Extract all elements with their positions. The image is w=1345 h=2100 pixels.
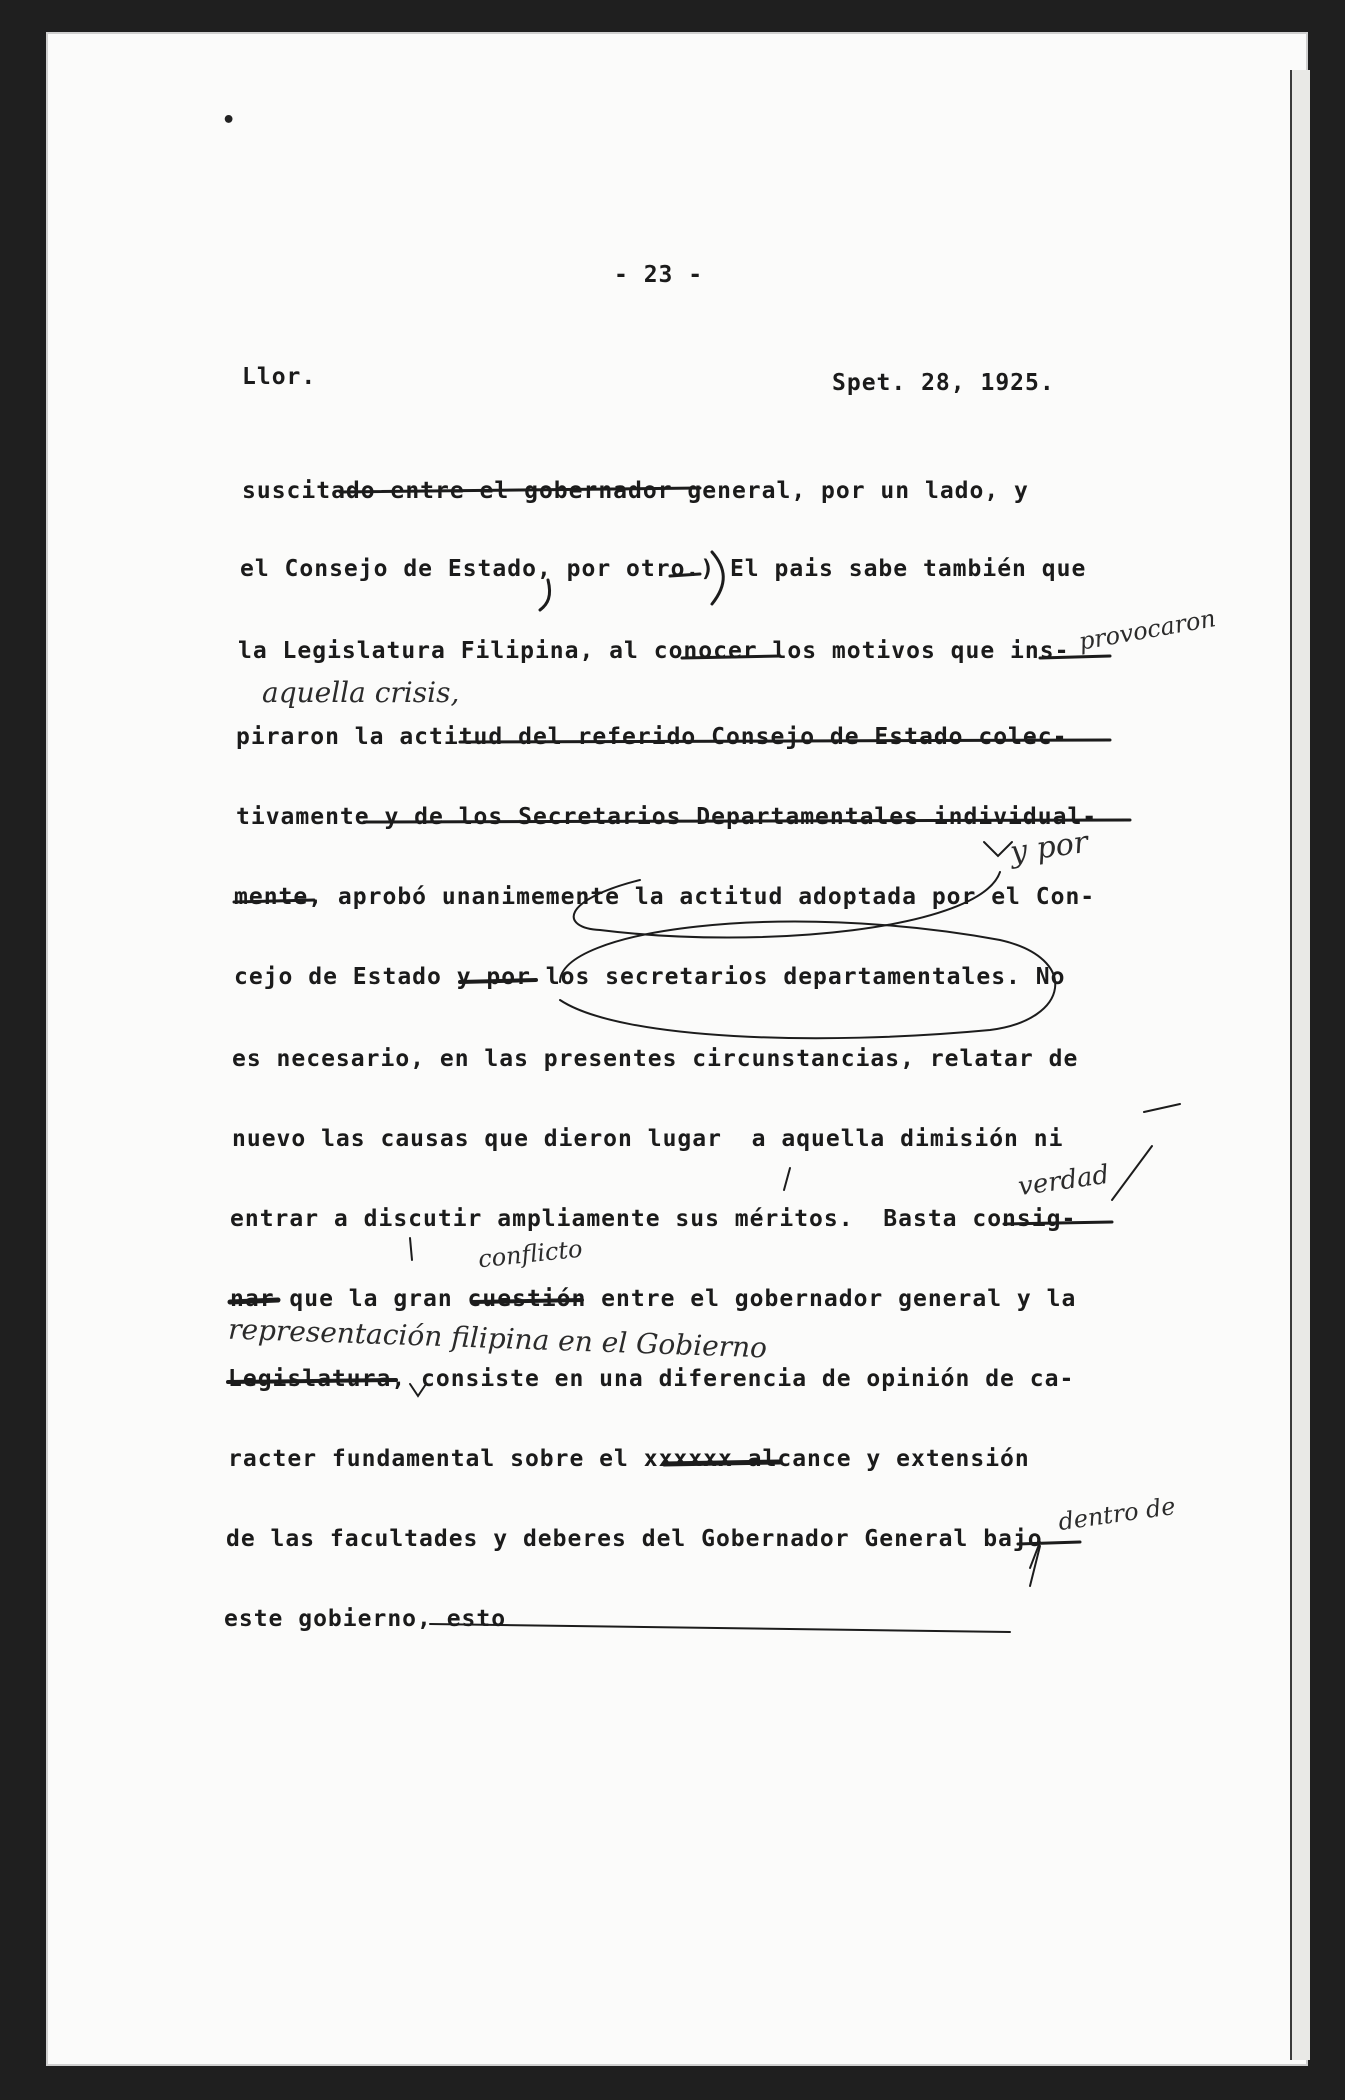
text-line: Legislatura, consiste en una diferencia de opinión de ca- <box>228 1366 1075 1392</box>
corner-mark: • <box>222 108 236 133</box>
handwritten-conflicto: conflicto <box>476 1234 584 1274</box>
handwritten-provocaron: provocaron <box>1076 604 1218 656</box>
page-edge <box>1290 70 1310 2060</box>
text-line: nuevo las causas que dieron lugar a aquella dimisión ni <box>232 1126 1064 1152</box>
text-line: entrar a discutir ampliamente sus méritos. Basta consig- <box>230 1206 1077 1232</box>
handwritten-y-por: y por <box>1007 824 1091 871</box>
document-date: Spet. 28, 1925. <box>832 370 1055 396</box>
handwritten-representacion: representación filipina en el Gobierno <box>227 1312 768 1365</box>
text-line: la Legislatura Filipina, al conocer los motivos que ins- <box>238 638 1070 664</box>
text-line: racter fundamental sobre el xxxxxx alcance y extensión <box>228 1446 1030 1472</box>
text-line: suscitado entre el gobernador general, por un lado, y <box>242 478 1029 504</box>
text-line: este gobierno, esto <box>224 1606 507 1632</box>
text-line: de las facultades y deberes del Gobernador General bajo <box>226 1526 1043 1552</box>
handwritten-aquella-crisis: aquella crisis, <box>262 676 460 709</box>
handwritten-verdad: verdad <box>1016 1159 1111 1203</box>
page-number: - 23 - <box>614 262 704 288</box>
author-initials: Llor. <box>242 364 317 390</box>
text-line: tivamente y de los Secretarios Departamentales individual- <box>236 804 1098 830</box>
handwritten-dentro-de: dentro de <box>1056 1491 1178 1537</box>
text-line: piraron la actitud del referido Consejo de Estado colec- <box>236 724 1068 750</box>
text-line: el Consejo de Estado, por otro.) El pais sabe también que <box>240 556 1087 582</box>
text-line: es necesario, en las presentes circunstancias, relatar de <box>232 1046 1079 1072</box>
text-line: nar que la gran cuestión entre el gobernador general y la <box>230 1286 1077 1312</box>
text-line: cejo de Estado y por los secretarios departamentales. No <box>234 964 1066 990</box>
text-line: mente, aprobó unanimemente la actitud adoptada por el Con- <box>234 884 1096 910</box>
